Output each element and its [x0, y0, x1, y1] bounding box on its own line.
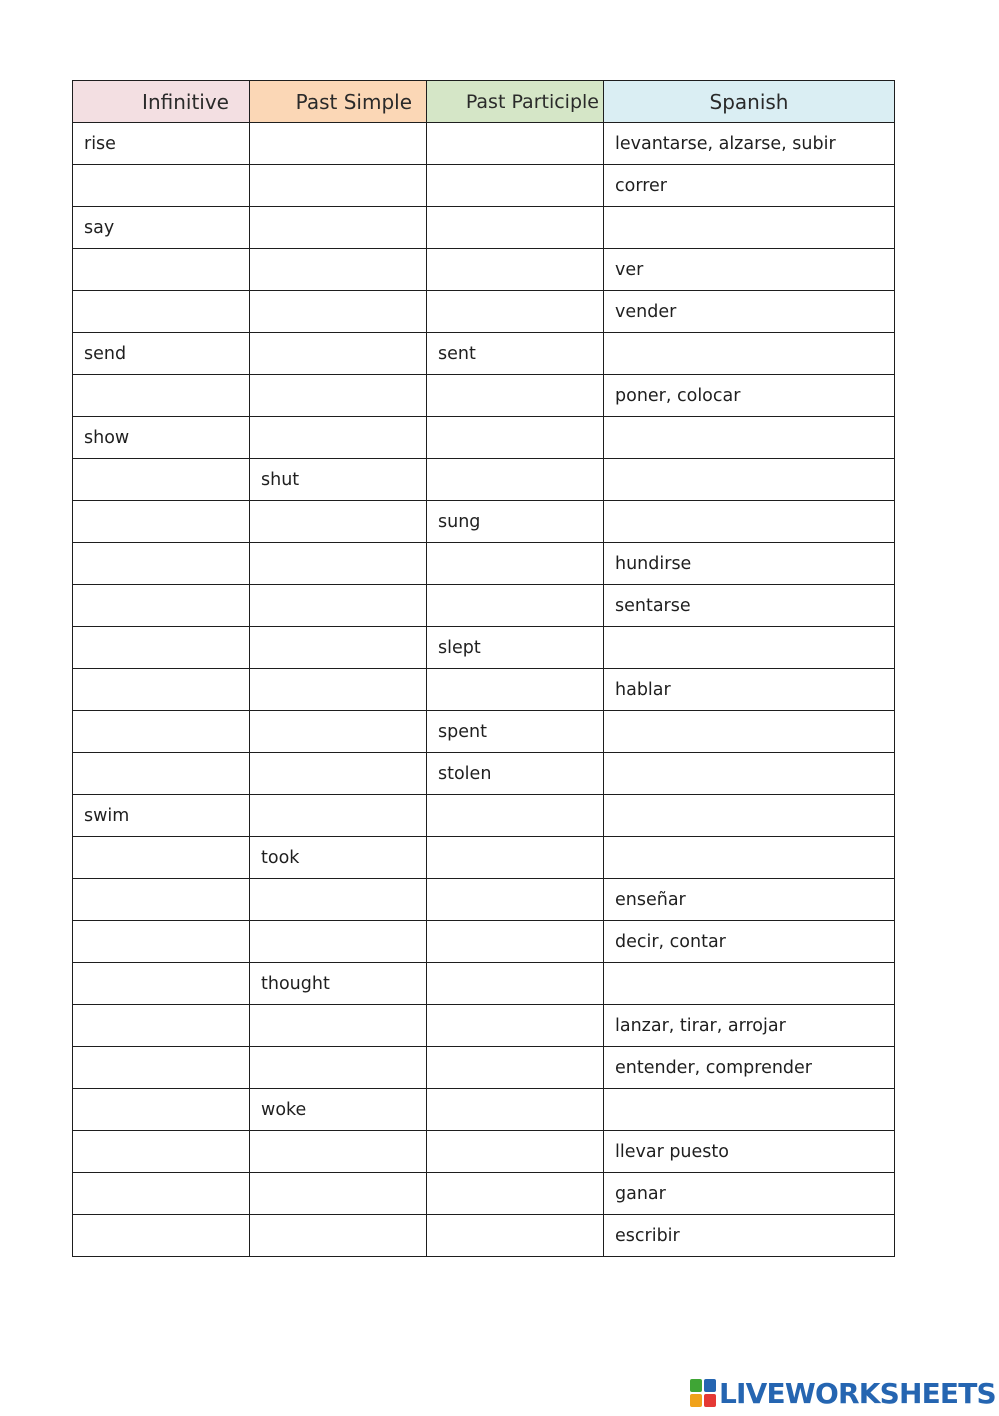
cell-spanish[interactable]: [604, 963, 895, 1005]
cell-infinitive[interactable]: [73, 753, 250, 795]
table-row: [73, 963, 895, 1005]
cell-spanish: correr: [604, 165, 895, 207]
cell-spanish: entender, comprender: [604, 1047, 895, 1089]
cell-past-simple: woke: [250, 1089, 427, 1131]
header-spanish: Spanish: [604, 81, 895, 123]
table-row: [73, 1005, 895, 1047]
cell-spanish: llevar puesto: [604, 1131, 895, 1173]
table-row: [73, 837, 895, 879]
table-row: [73, 921, 895, 963]
table-row: [73, 249, 895, 291]
table-row: [73, 879, 895, 921]
cell-infinitive[interactable]: [73, 963, 250, 1005]
table-row: [73, 417, 895, 459]
cell-past-simple[interactable]: [250, 1005, 427, 1047]
table-row: [73, 711, 895, 753]
cell-infinitive[interactable]: [73, 1047, 250, 1089]
cell-past-participle[interactable]: [427, 585, 604, 627]
cell-past-simple[interactable]: [250, 291, 427, 333]
cell-past-participle: sung: [427, 501, 604, 543]
cell-spanish: sentarse: [604, 585, 895, 627]
cell-spanish[interactable]: [604, 501, 895, 543]
cell-past-simple[interactable]: [250, 1047, 427, 1089]
cell-past-simple: took: [250, 837, 427, 879]
cell-past-participle[interactable]: [427, 291, 604, 333]
cell-infinitive: say: [73, 207, 250, 249]
table-row: [73, 333, 895, 375]
cell-past-simple[interactable]: [250, 921, 427, 963]
cell-past-participle[interactable]: [427, 1089, 604, 1131]
cell-spanish: enseñar: [604, 879, 895, 921]
cell-spanish[interactable]: [604, 753, 895, 795]
cell-infinitive[interactable]: [73, 249, 250, 291]
cell-infinitive[interactable]: [73, 1089, 250, 1131]
table-row: [73, 1215, 895, 1257]
table-row: [73, 165, 895, 207]
cell-infinitive[interactable]: [73, 1005, 250, 1047]
cell-spanish: lanzar, tirar, arrojar: [604, 1005, 895, 1047]
table-row: [73, 627, 895, 669]
cell-past-simple: shut: [250, 459, 427, 501]
cell-spanish[interactable]: [604, 795, 895, 837]
cell-infinitive[interactable]: [73, 627, 250, 669]
cell-spanish[interactable]: [604, 417, 895, 459]
table-row: [73, 1131, 895, 1173]
cell-past-participle[interactable]: [427, 879, 604, 921]
cell-past-participle[interactable]: [427, 1131, 604, 1173]
cell-past-participle[interactable]: [427, 837, 604, 879]
cell-past-participle: spent: [427, 711, 604, 753]
cell-spanish: ver: [604, 249, 895, 291]
cell-past-participle[interactable]: [427, 165, 604, 207]
header-past-simple: Past Simple: [250, 81, 427, 123]
table-row: [73, 1047, 895, 1089]
cell-past-participle: sent: [427, 333, 604, 375]
irregular-verbs-table: [72, 80, 895, 1257]
cell-past-simple[interactable]: [250, 879, 427, 921]
header-row: [73, 81, 895, 123]
cell-infinitive[interactable]: [73, 585, 250, 627]
cell-infinitive[interactable]: [73, 711, 250, 753]
table-row: [73, 459, 895, 501]
cell-past-participle: stolen: [427, 753, 604, 795]
cell-past-participle[interactable]: [427, 669, 604, 711]
cell-spanish: poner, colocar: [604, 375, 895, 417]
cell-past-participle[interactable]: [427, 963, 604, 1005]
cell-infinitive[interactable]: [73, 459, 250, 501]
cell-past-participle[interactable]: [427, 543, 604, 585]
logo-mark-square: [704, 1379, 716, 1392]
cell-infinitive: show: [73, 417, 250, 459]
cell-infinitive: rise: [73, 123, 250, 165]
cell-spanish[interactable]: [604, 207, 895, 249]
table-row: [73, 291, 895, 333]
logo-mark-square: [704, 1394, 716, 1407]
cell-past-simple[interactable]: [250, 417, 427, 459]
cell-past-simple[interactable]: [250, 711, 427, 753]
cell-past-simple[interactable]: [250, 1131, 427, 1173]
cell-infinitive[interactable]: [73, 291, 250, 333]
header-infinitive: Infinitive: [73, 81, 250, 123]
table-row: [73, 1173, 895, 1215]
table-row: [73, 543, 895, 585]
cell-past-simple[interactable]: [250, 375, 427, 417]
cell-past-participle[interactable]: [427, 1173, 604, 1215]
table-row: [73, 123, 895, 165]
cell-spanish[interactable]: [604, 627, 895, 669]
verb-rows: [73, 123, 895, 1257]
cell-infinitive[interactable]: [73, 1131, 250, 1173]
cell-past-participle[interactable]: [427, 1047, 604, 1089]
table-row: [73, 669, 895, 711]
cell-past-participle[interactable]: [427, 249, 604, 291]
cell-past-simple[interactable]: [250, 333, 427, 375]
table-row: [73, 501, 895, 543]
cell-infinitive[interactable]: [73, 921, 250, 963]
cell-past-simple[interactable]: [250, 627, 427, 669]
cell-spanish: hundirse: [604, 543, 895, 585]
cell-past-participle[interactable]: [427, 1215, 604, 1257]
cell-past-participle[interactable]: [427, 921, 604, 963]
cell-spanish: levantarse, alzarse, subir: [604, 123, 895, 165]
cell-infinitive: swim: [73, 795, 250, 837]
cell-past-participle[interactable]: [427, 459, 604, 501]
cell-past-participle[interactable]: [427, 1005, 604, 1047]
cell-spanish: hablar: [604, 669, 895, 711]
cell-infinitive[interactable]: [73, 543, 250, 585]
cell-past-participle[interactable]: [427, 417, 604, 459]
liveworksheets-logo-icon: [690, 1379, 716, 1407]
table-row: [73, 1089, 895, 1131]
table-row: [73, 207, 895, 249]
cell-past-participle[interactable]: [427, 207, 604, 249]
table-row: [73, 795, 895, 837]
cell-infinitive[interactable]: [73, 501, 250, 543]
cell-infinitive: send: [73, 333, 250, 375]
cell-infinitive[interactable]: [73, 165, 250, 207]
cell-past-simple[interactable]: [250, 543, 427, 585]
cell-infinitive[interactable]: [73, 669, 250, 711]
cell-infinitive[interactable]: [73, 1173, 250, 1215]
cell-past-simple[interactable]: [250, 123, 427, 165]
table-row: [73, 375, 895, 417]
cell-past-simple[interactable]: [250, 501, 427, 543]
cell-past-participle[interactable]: [427, 795, 604, 837]
cell-past-simple[interactable]: [250, 249, 427, 291]
cell-past-participle: slept: [427, 627, 604, 669]
cell-spanish[interactable]: [604, 459, 895, 501]
cell-spanish: vender: [604, 291, 895, 333]
liveworksheets-logo-text: LIVEWORKSHEETS: [719, 1376, 996, 1410]
cell-spanish[interactable]: [604, 333, 895, 375]
cell-spanish: decir, contar: [604, 921, 895, 963]
cell-past-simple[interactable]: [250, 753, 427, 795]
cell-spanish[interactable]: [604, 837, 895, 879]
liveworksheets-logo: [690, 1373, 996, 1413]
cell-past-simple: thought: [250, 963, 427, 1005]
cell-infinitive[interactable]: [73, 1215, 250, 1257]
cell-spanish[interactable]: [604, 1089, 895, 1131]
logo-mark-square: [690, 1394, 702, 1407]
cell-spanish[interactable]: [604, 711, 895, 753]
cell-infinitive[interactable]: [73, 879, 250, 921]
cell-past-simple[interactable]: [250, 585, 427, 627]
cell-spanish: ganar: [604, 1173, 895, 1215]
cell-infinitive[interactable]: [73, 375, 250, 417]
header-past-participle: Past Participle: [427, 81, 604, 123]
cell-past-participle[interactable]: [427, 375, 604, 417]
cell-past-simple[interactable]: [250, 795, 427, 837]
cell-infinitive[interactable]: [73, 837, 250, 879]
table-row: [73, 753, 895, 795]
table-row: [73, 585, 895, 627]
logo-mark-square: [690, 1379, 702, 1392]
cell-past-participle[interactable]: [427, 123, 604, 165]
cell-spanish: escribir: [604, 1215, 895, 1257]
cell-past-simple[interactable]: [250, 1215, 427, 1257]
cell-past-simple[interactable]: [250, 1173, 427, 1215]
cell-past-simple[interactable]: [250, 165, 427, 207]
cell-past-simple[interactable]: [250, 207, 427, 249]
cell-past-simple[interactable]: [250, 669, 427, 711]
